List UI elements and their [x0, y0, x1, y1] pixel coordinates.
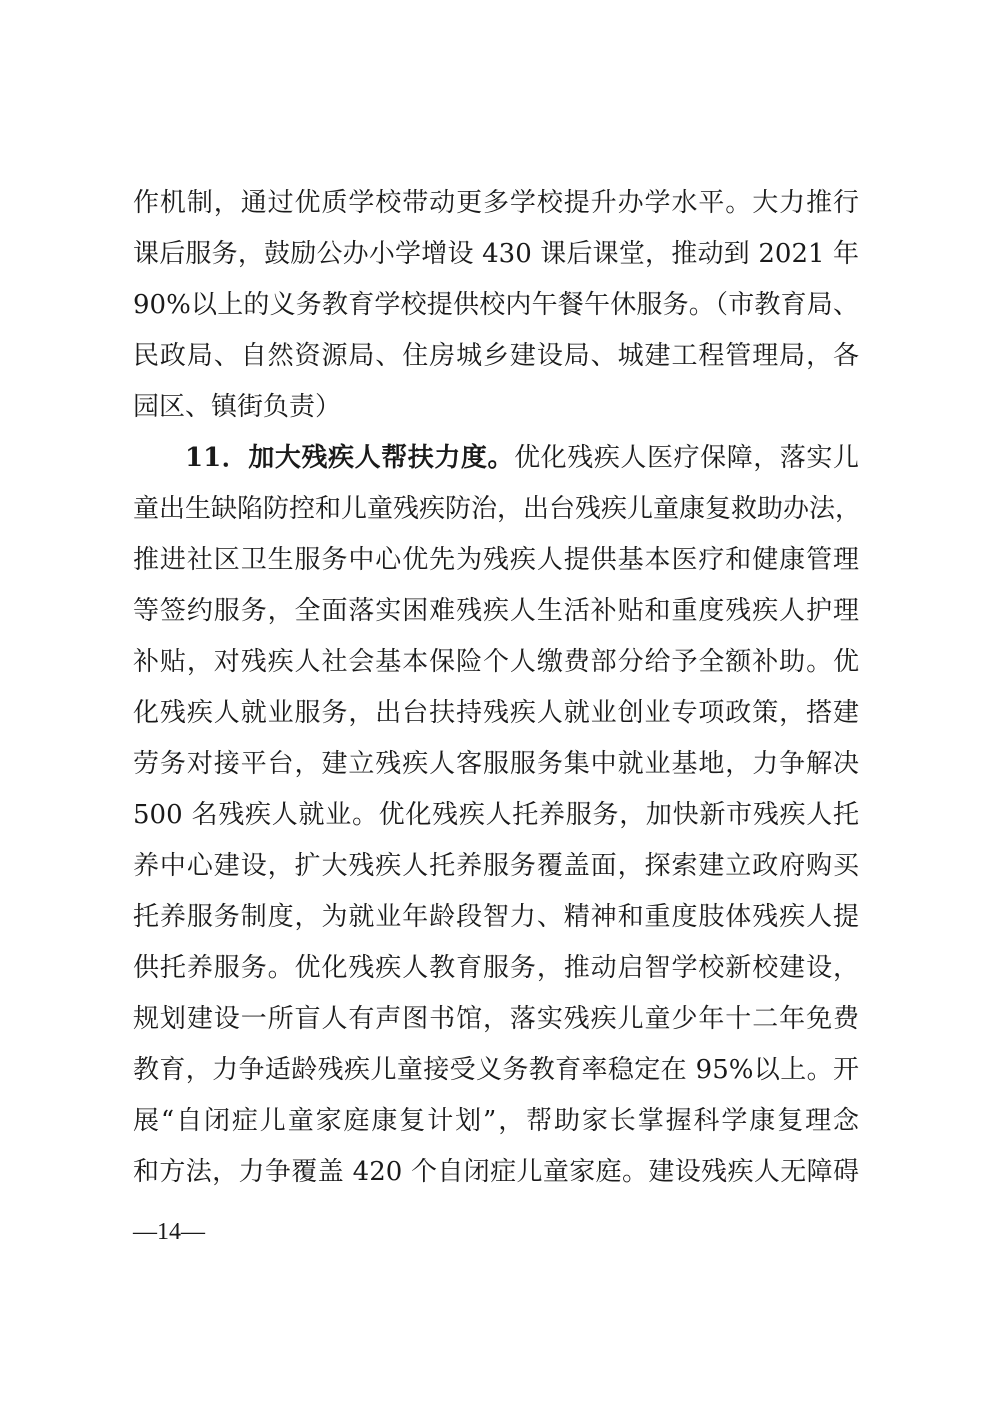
text-line: 90%以上的义务教育学校提供校内午餐午休服务。（市教育局、 — [133, 290, 859, 320]
text-line: 500 名残疾人就业。优化残疾人托养服务，加快新市残疾人托 — [133, 800, 859, 830]
text-line: 教育，力争适龄残疾儿童接受义务教育率稳定在 95%以上。开 — [133, 1055, 859, 1085]
text-line: 劳务对接平台，建立残疾人客服服务集中就业基地，力争解决 — [133, 749, 859, 779]
text-line: 供托养服务。优化残疾人教育服务，推动启智学校新校建设， — [133, 953, 859, 983]
text-line: 托养服务制度，为就业年龄段智力、精神和重度肢体残疾人提 — [133, 902, 859, 932]
paragraph-section-11 — [133, 433, 862, 1198]
text-line-first — [133, 433, 859, 484]
text-line: 等签约服务，全面落实困难残疾人生活补贴和重度残疾人护理 — [133, 596, 859, 626]
section-heading-continuation: 优化残疾人医疗保障，落实儿 — [514, 443, 859, 473]
document-body — [133, 178, 862, 1198]
text-line: 童出生缺陷防控和儿童残疾防治，出台残疾儿童康复救助办法， — [133, 494, 862, 524]
section-heading: 11．加大残疾人帮扶力度。 — [185, 443, 515, 473]
text-line: 和方法，力争覆盖 420 个自闭症儿童家庭。建设残疾人无障碍 — [133, 1157, 859, 1187]
text-line: 作机制，通过优质学校带动更多学校提升办学水平。大力推行 — [133, 188, 859, 218]
text-line: 化残疾人就业服务，出台扶持残疾人就业创业专项政策，搭建 — [133, 698, 859, 728]
text-line: 推进社区卫生服务中心优先为残疾人提供基本医疗和健康管理 — [133, 545, 859, 575]
text-line: 养中心建设，扩大残疾人托养服务覆盖面，探索建立政府购买 — [133, 851, 859, 881]
paragraph-previous — [133, 178, 859, 433]
text-line: 规划建设一所盲人有声图书馆，落实残疾儿童少年十二年免费 — [133, 1004, 859, 1034]
text-line: 民政局、自然资源局、住房城乡建设局、城建工程管理局，各 — [133, 341, 859, 371]
text-line: 课后服务，鼓励公办小学增设 430 课后课堂，推动到 2021 年 — [133, 239, 859, 269]
text-line: 园区、镇街负责） — [133, 392, 342, 422]
text-line: 展“自闭症儿童家庭康复计划”，帮助家长掌握科学康复理念 — [133, 1106, 859, 1136]
text-line: 补贴，对残疾人社会基本保险个人缴费部分给予全额补助。优 — [133, 647, 859, 677]
page-number: —14— — [133, 1219, 205, 1245]
